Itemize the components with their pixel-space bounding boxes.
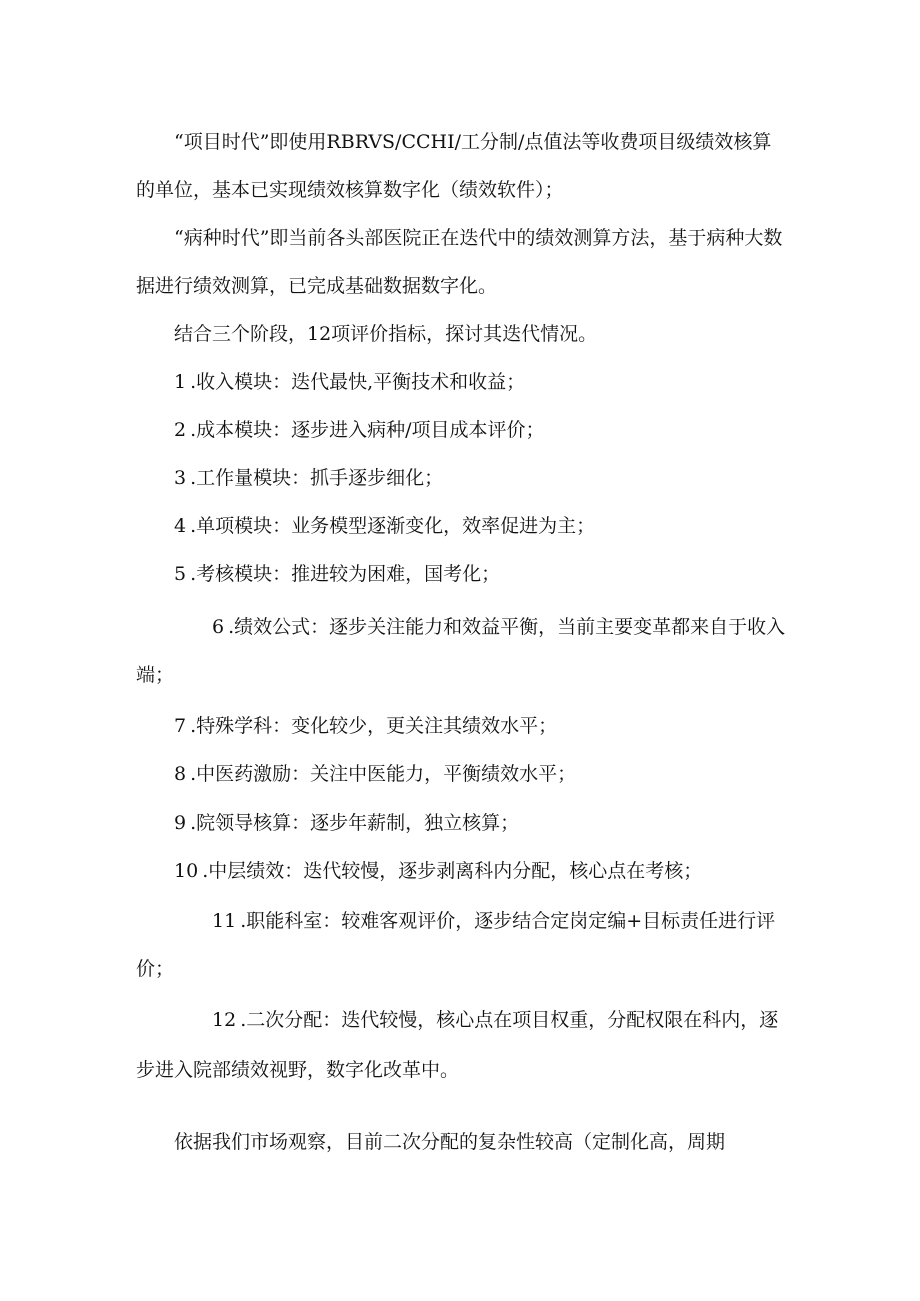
list-item-3	[174, 454, 794, 502]
paragraph-project-era: “项目时代”即使用RBRVS/CCHI/工分制/点值法等收费项目级绩效核算的单位，基本已实现绩效核算数字化（绩效软件）；	[136, 131, 772, 201]
list-item-number: 4	[174, 515, 187, 537]
list-item-5	[174, 550, 794, 598]
list-item-text: .单项模块：业务模型逐渐变化，效率促进为主；	[190, 515, 596, 537]
list-item-number: 6	[212, 616, 225, 638]
list-item-text: .院领导核算：逐步年薪制，独立核算；	[190, 812, 520, 834]
list-item-number: 9	[174, 812, 187, 834]
list-item-number: 10	[174, 860, 199, 882]
list-item-number: 12	[212, 1009, 237, 1031]
paragraph-disease-era: “病种时代”即当前各头部医院正在迭代中的绩效测算方法，基于病种大数据进行绩效测算，已完成基础数据数字化。	[136, 227, 783, 297]
list-item-number: 5	[174, 563, 187, 585]
list-item-text: .成本模块：逐步进入病种/项目成本评价；	[190, 419, 545, 441]
list-item-number: 7	[174, 715, 187, 737]
list-item-6	[136, 603, 796, 699]
list-item-text: .中层绩效：迭代较慢，逐步剥离科内分配，核心点在考核；	[202, 860, 703, 882]
list-item-text: .二次分配：迭代较慢，核心点在项目权重，分配权限在科内，逐步进入院部绩效视野，数字化改革中。	[136, 1009, 779, 1081]
list-item-text: .职能科室：较难客观评价，逐步结合定岗定编+目标责任进行评价；	[136, 910, 776, 980]
list-item-9	[174, 799, 794, 847]
list-item-2	[174, 406, 794, 454]
list-item-text: .考核模块：推进较为困难，国考化；	[190, 563, 501, 585]
list-item-text: .工作量模块：抓手逐步细化；	[190, 467, 444, 489]
list-item-7	[174, 702, 794, 750]
paragraph-market-observation: 依据我们市场观察，目前二次分配的复杂性较高（定制化高，周期	[174, 1131, 726, 1153]
list-item-number: 3	[174, 467, 187, 489]
list-item-number: 1	[174, 371, 187, 393]
list-item-10	[174, 847, 794, 895]
list-item-11	[136, 897, 796, 993]
list-item-4	[174, 502, 794, 550]
list-item-text: .特殊学科：变化较少，更关注其绩效水平；	[190, 715, 558, 737]
list-item-text: .绩效公式：逐步关注能力和效益平衡，当前主要变革都来自于收入端；	[136, 616, 786, 686]
list-item-1	[174, 358, 794, 406]
list-item-text: .中医药激励：关注中医能力，平衡绩效水平；	[190, 763, 577, 785]
paragraph-summary: 结合三个阶段，12项评价指标，探讨其迭代情况。	[174, 323, 598, 345]
list-item-number: 8	[174, 763, 187, 785]
list-item-8	[174, 750, 794, 798]
list-item-number: 2	[174, 419, 187, 441]
list-item-text: .收入模块：迭代最快,平衡技术和收益；	[190, 371, 526, 393]
list-item-number: 11	[212, 910, 237, 932]
list-item-12	[136, 995, 796, 1095]
